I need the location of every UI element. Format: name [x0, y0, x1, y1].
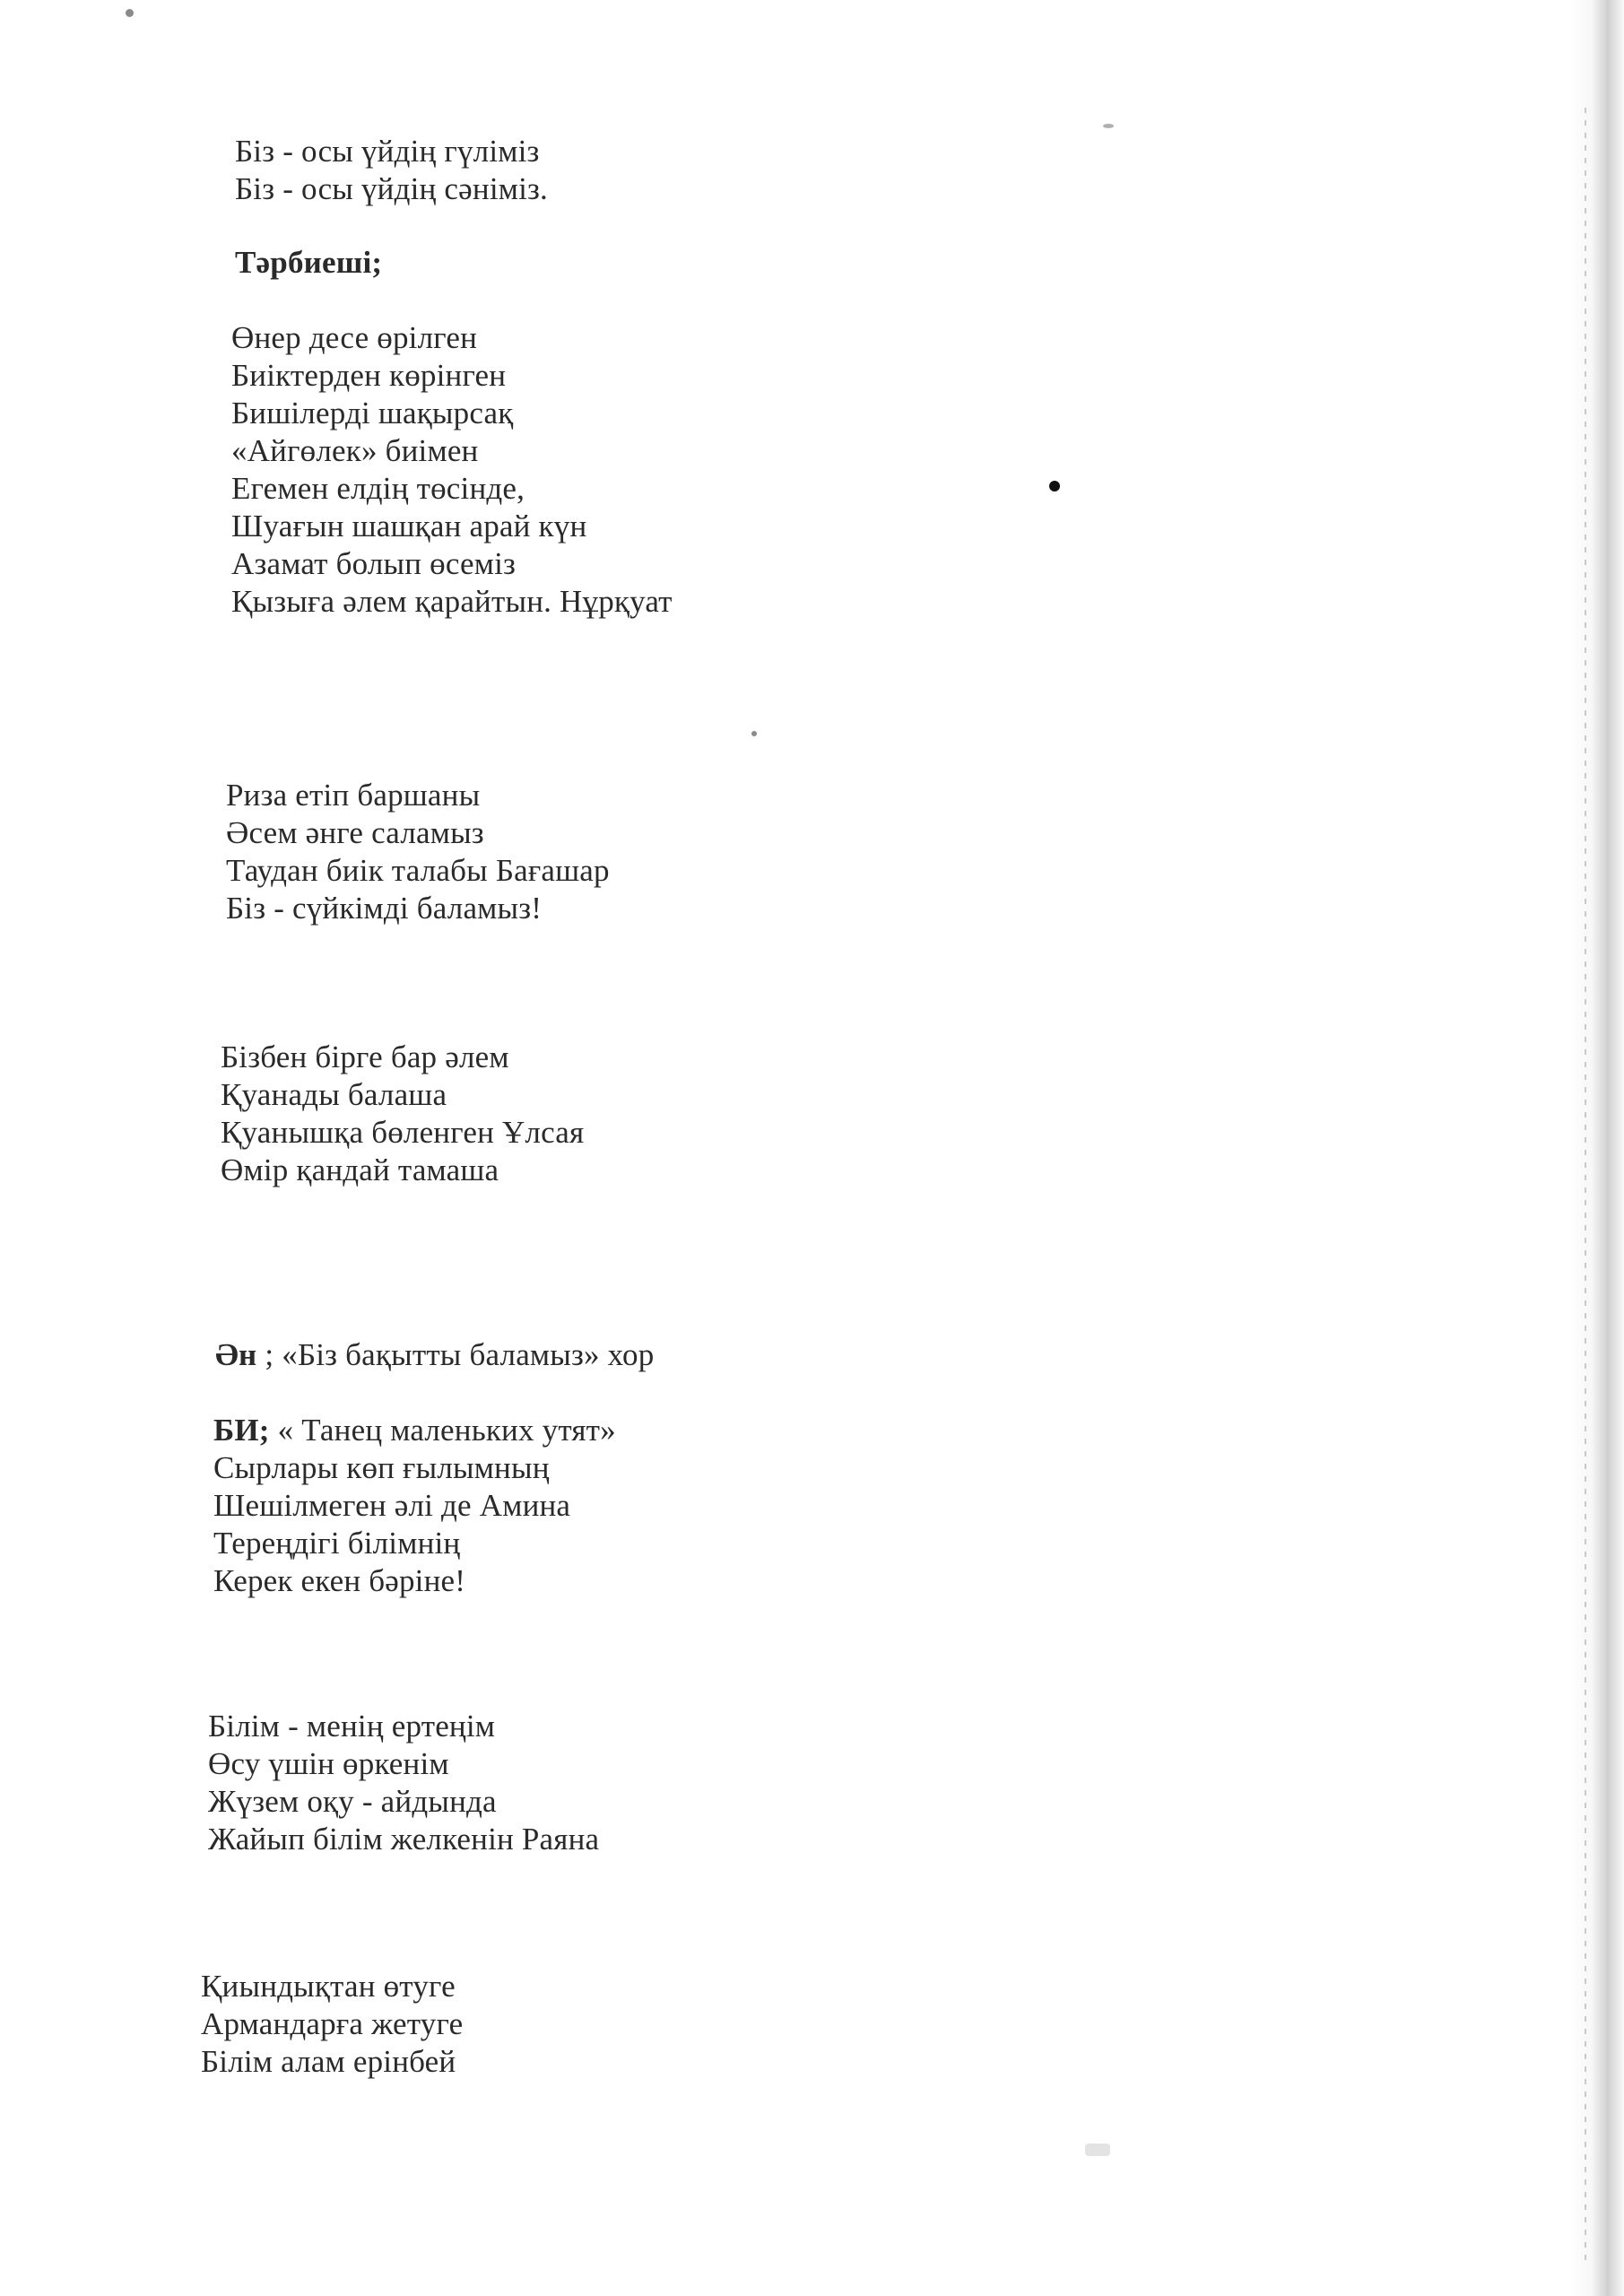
verse-line: Риза етіп баршаны [226, 778, 481, 813]
scan-smudge [1085, 2144, 1110, 2156]
stanza-3 [226, 777, 610, 927]
verse-line: Жайып білім желкенін Раяна [208, 1822, 600, 1857]
verse-line: Біз - осы үйдің сәніміз. [235, 171, 548, 206]
verse-line: Білім - менің ертеңім [208, 1709, 496, 1744]
song-line-block [215, 1336, 654, 1374]
verse-line: Тереңдігі білімнің [213, 1526, 461, 1561]
stanza-5 [213, 1412, 616, 1600]
verse-line: Биіктерден көрінген [231, 358, 507, 393]
verse-line: Бишілерді шақырсақ [231, 396, 514, 430]
verse-line: Өнер десе өрілген [231, 320, 478, 355]
stanza-2 [231, 319, 673, 621]
verse-line: Сырлары көп ғылымның [213, 1450, 550, 1485]
scan-dot [1049, 481, 1060, 491]
scan-speck [126, 9, 134, 17]
heading-teacher: Тәрбиеші; [235, 245, 383, 280]
song-line [215, 1336, 654, 1374]
verse-line: Егемен елдің төсінде, [231, 471, 525, 506]
verse-line: Өмір қандай тамаша [221, 1152, 499, 1187]
verse-line: Қызыға әлем қарайтын. Нұрқуат [231, 584, 673, 619]
verse-line: Қиындықтан өтуге [201, 1969, 456, 2004]
scan-speck [751, 731, 757, 736]
heading-teacher-block [235, 244, 382, 282]
verse-line: Бізбен бірге бар әлем [221, 1039, 509, 1074]
verse-line: Біз - осы үйдің гүліміз [235, 134, 540, 169]
verse-line: «Айгөлек» биімен [231, 433, 479, 468]
verse-line: Қуанышқа бөленген Ұлсая [221, 1115, 585, 1150]
stanza-6 [208, 1708, 599, 1858]
dance-label: БИ; [213, 1413, 270, 1448]
verse-line: Армандарға жетуге [201, 2006, 464, 2041]
scan-edge-shadow [1570, 0, 1624, 2296]
song-label: Ән [215, 1337, 257, 1372]
verse-line: Өсу үшін өркенім [208, 1746, 449, 1781]
verse-line: Азамат болып өсеміз [231, 546, 517, 581]
verse-line: Шуағын шашқан арай күн [231, 509, 587, 544]
verse-line: Біз - сүйкімді баламыз! [226, 891, 543, 926]
scan-speck [1103, 124, 1114, 128]
dance-text: « Танец маленьких утят» [269, 1413, 616, 1448]
verse-line: Жүзем оқу - айдында [208, 1784, 497, 1819]
verse-line: Қуанады балаша [221, 1077, 447, 1112]
scan-edge-line [1585, 108, 1586, 2260]
verse-line: Білім алам ерінбей [201, 2044, 456, 2079]
verse-line: Шешілмеген әлі де Амина [213, 1488, 571, 1523]
song-text: ; «Біз бақытты баламыз» хор [256, 1337, 655, 1372]
dance-line [213, 1412, 616, 1449]
verse-line: Керек екен бәріне! [213, 1563, 466, 1598]
stanza-4 [221, 1039, 584, 1189]
verse-line: Әсем әнге саламыз [226, 815, 484, 850]
stanza-1 [235, 133, 548, 208]
stanza-7 [201, 1968, 463, 2081]
verse-line: Таудан биік талабы Бағашар [226, 853, 610, 888]
